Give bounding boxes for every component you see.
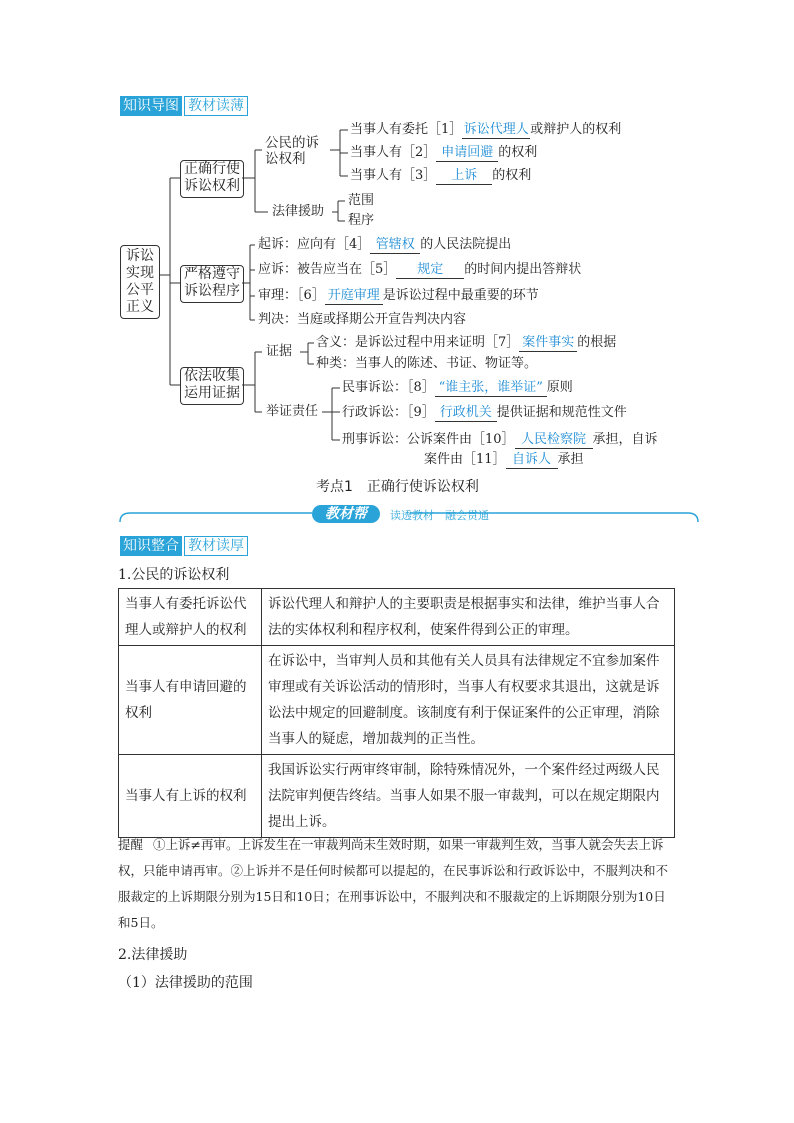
answer-blank: 开庭审理 — [325, 288, 383, 305]
section-tag-knowledge-integration — [120, 536, 248, 556]
branch-label: 正确行使诉讼权利 — [184, 161, 240, 194]
node-citizen-rights: 公民的诉讼权利 — [265, 135, 319, 167]
section-heading: 2.法律援助 — [118, 947, 188, 963]
answer-blank: 人民检察院 — [515, 432, 593, 449]
answer-blank: 自诉人 — [506, 452, 558, 469]
banner-subtitle: 读透教材 融会贯通 — [390, 509, 489, 522]
subsection-heading: （1）法律援助的范围 — [118, 975, 253, 991]
tag-label-secondary: 教材读薄 — [184, 96, 248, 116]
mindmap-item: 种类：当事人的陈述、书证、物证等。 — [316, 356, 538, 371]
mindmap-item: 当事人有委托［1］诉讼代理人 或辩护人的权利 — [350, 122, 622, 137]
mindmap-item: 案件由［11］ 自诉人 承担 — [424, 452, 584, 467]
mindmap-item: 当事人有［2］ 申请回避 的权利 — [350, 145, 538, 160]
exam-point-title: 考点1 正确行使诉讼权利 — [316, 479, 479, 495]
answer-blank: 规定 — [396, 262, 464, 279]
mindmap-item: 含义：是诉讼过程中用来证明［7］ 案件事实 的根据 — [316, 335, 617, 350]
table-cell-right: 诉讼代理人和辩护人的主要职责是根据事实和法律，维护当事人合法的实体权利和程序权利，使案件得到公正的审理。 — [262, 589, 675, 646]
reminder-note — [118, 832, 678, 936]
node-evidence: 证据 — [266, 344, 293, 359]
mindmap-item: 行政诉讼：［9］ 行政机关 提供证据和规范性文件 — [342, 405, 627, 420]
table-row — [119, 755, 675, 838]
mindmap-item: 当事人有［3］ 上诉 的权利 — [350, 168, 532, 183]
tag-label-secondary: 教材读厚 — [184, 536, 248, 556]
table-cell-left: 当事人有委托诉讼代理人或辩护人的权利 — [119, 589, 262, 646]
mindmap-item: 审理：［6］ 开庭审理 是诉讼过程中最重要的环节 — [258, 288, 539, 303]
banner-title: 教材帮 — [312, 505, 380, 523]
legal-aid-procedure: 程序 — [348, 213, 375, 228]
mindmap-item: 民事诉讼：［8］ “谁主张，谁举证” 原则 — [342, 380, 573, 395]
table-row — [119, 646, 675, 755]
tag-label-primary: 知识整合 — [120, 536, 182, 556]
table-cell-right: 在诉讼中，当审判人员和其他有关人员具有法律规定不宜参加案件审理或有关诉讼活动的情形时，当事人有权要求其退出，这就是诉讼法中规定的回避制度。该制度有利于保证案件的公正审理，消除当事人的疑虑，增加裁判的正当性。 — [262, 646, 675, 755]
rights-table — [118, 588, 675, 838]
table-cell-left: 当事人有上诉的权利 — [119, 755, 262, 838]
answer-blank: 案件事实 — [519, 335, 577, 352]
mindmap-item: 起诉：应向有［4］ 管辖权 的人民法院提出 — [258, 237, 512, 252]
reminder-label: 提醒 — [118, 837, 144, 852]
legal-aid-scope: 范围 — [348, 193, 375, 208]
answer-blank: 申请回避 — [436, 145, 498, 162]
table-cell-right: 我国诉讼实行两审终审制，除特殊情况外，一个案件经过两级人民法院审判便告终结。当事人如果不服一审裁判，可以在规定期限内提出上诉。 — [262, 755, 675, 838]
table-cell-left: 当事人有申请回避的权利 — [119, 646, 262, 755]
reminder-text: ①上诉≠再审。上诉发生在一审裁判尚未生效时期，如果一审裁判生效，当事人就会失去上诉权，只能申请再审。②上诉并不是任何时候都可以提起的，在民事诉讼和行政诉讼中，不服判决和不服裁定的上诉期限分别为15日和10日；在刑事诉讼中，不服判决和不服裁定的上诉期限分别为10日和5日。 — [118, 837, 669, 930]
section-heading: 1.公民的诉讼权利 — [118, 567, 230, 583]
branch-label: 依法收集运用证据 — [184, 368, 240, 401]
mindmap-item: 刑事诉讼：公诉案件由［10］ 人民检察院 承担，自诉 — [342, 432, 658, 447]
answer-blank: 管辖权 — [370, 237, 420, 254]
answer-blank: 诉讼代理人 — [463, 122, 529, 137]
mindmap-item: 判决：当庭或择期公开宣告判决内容 — [258, 312, 467, 327]
answer-blank: “谁主张，谁举证” — [435, 380, 547, 397]
node-burden-of-proof: 举证责任 — [266, 404, 319, 419]
answer-blank: 行政机关 — [435, 405, 497, 422]
mindmap-root-label: 诉讼实现公平正义 — [126, 248, 154, 315]
answer-blank: 上诉 — [436, 168, 492, 185]
node-legal-aid: 法律援助 — [272, 204, 325, 219]
tag-label-primary: 知识导图 — [120, 96, 182, 116]
table-row — [119, 589, 675, 646]
mindmap-item: 应诉：被告应当在［5］ 规定 的时间内提出答辩状 — [258, 262, 582, 277]
branch-label: 严格遵守诉讼程序 — [184, 266, 240, 299]
